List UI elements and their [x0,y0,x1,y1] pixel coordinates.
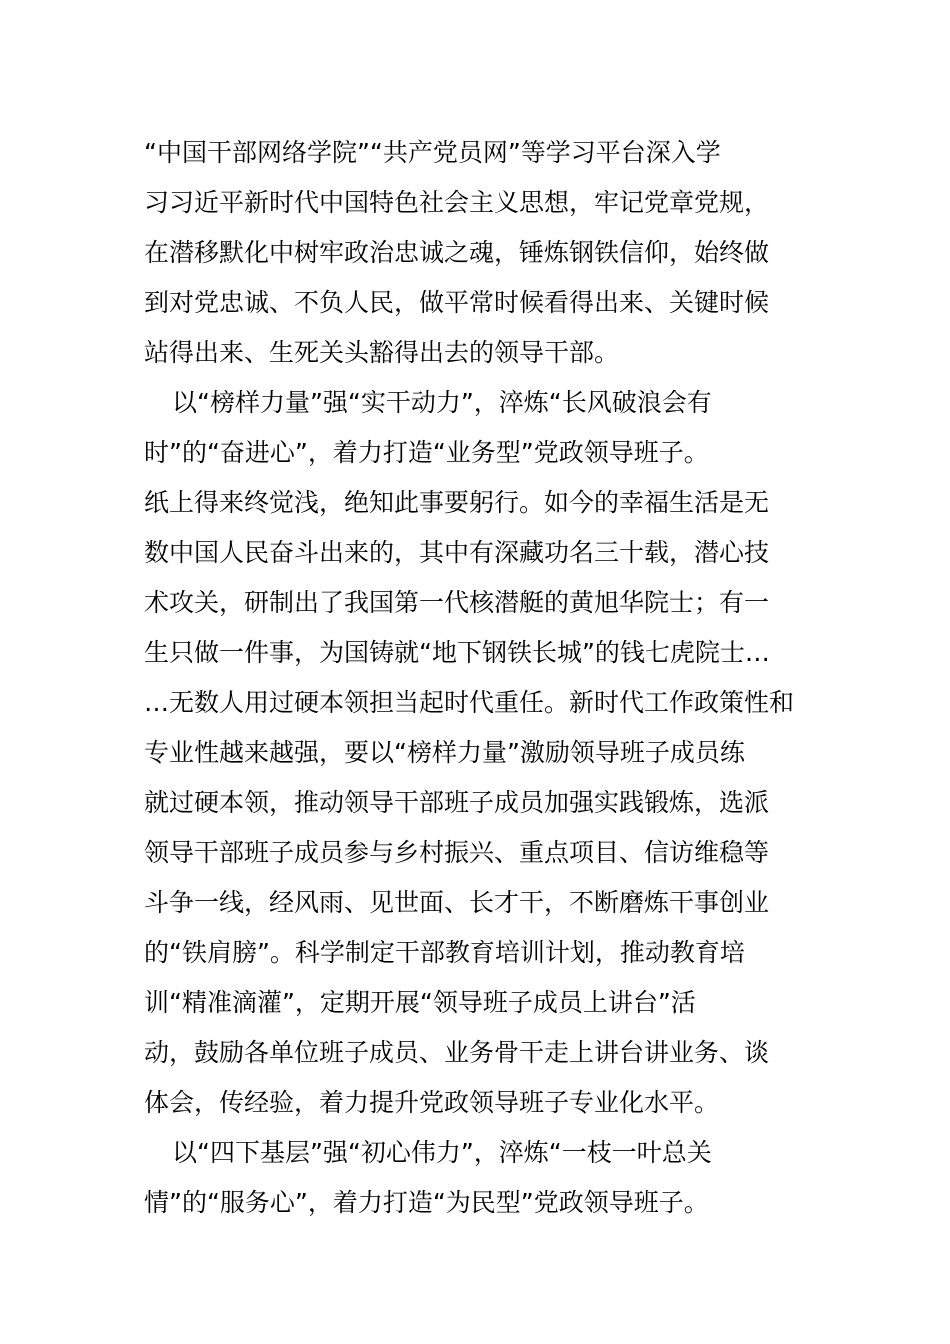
paragraph-heading-line: 情”的“服务心”，着力打造“为民型”党政领导班子。 [144,1188,709,1217]
body-text [144,128,814,1228]
paragraph-heading-line: 时”的“奋进心”，着力打造“业务型”党政领导班子。 [144,438,709,467]
text-line: “中国干部网络学院”“共产党员网”等学习平台深入学 [144,138,721,167]
text-line: 习习近平新时代中国特色社会主义思想，牢记党章党规， [144,188,770,217]
paragraph-heading-line: 以“四下基层”强“初心伟力”，淬炼“一枝一叶总关 [172,1138,712,1167]
text-line: 站得出来、生死关头豁得出去的领导干部。 [144,338,620,367]
paragraph-heading-line: 以“榜样力量”强“实干动力”，淬炼“长风破浪会有 [172,388,712,417]
text-line: 斗争一线，经风雨、见世面、长才干，不断磨炼干事创业 [144,888,770,917]
text-line: 专业性越来越强，要以“榜样力量”激励领导班子成员练 [144,738,745,767]
text-line: 体会，传经验，着力提升党政领导班子专业化水平。 [144,1088,720,1117]
text-line: 纸上得来终觉浅，绝知此事要躬行。如今的幸福生活是无 [144,488,770,517]
text-line: 在潜移默化中树牢政治忠诚之魂，锤炼钢铁信仰，始终做 [144,238,770,267]
text-line: …无数人用过硬本领担当起时代重任。新时代工作政策性和 [144,688,795,717]
text-line: 到对党忠诚、不负人民，做平常时候看得出来、关键时候 [144,288,770,317]
text-line: 的“铁肩膀”。科学制定干部教育培训计划，推动教育培 [144,938,745,967]
text-line: 就过硬本领，推动领导干部班子成员加强实践锻炼，选派 [144,788,770,817]
text-line: 训“精准滴灌”，定期开展“领导班子成员上讲台”活 [144,988,696,1017]
text-line: 术攻关，研制出了我国第一代核潜艇的黄旭华院士；有一 [144,588,770,617]
text-line: 动，鼓励各单位班子成员、业务骨干走上讲台讲业务、谈 [144,1038,770,1067]
text-line: 领导干部班子成员参与乡村振兴、重点项目、信访维稳等 [144,838,770,867]
text-line: 数中国人民奋斗出来的，其中有深藏功名三十载，潜心技 [144,538,770,567]
text-line: 生只做一件事，为国铸就“地下钢铁长城”的钱七虎院士… [144,638,770,667]
